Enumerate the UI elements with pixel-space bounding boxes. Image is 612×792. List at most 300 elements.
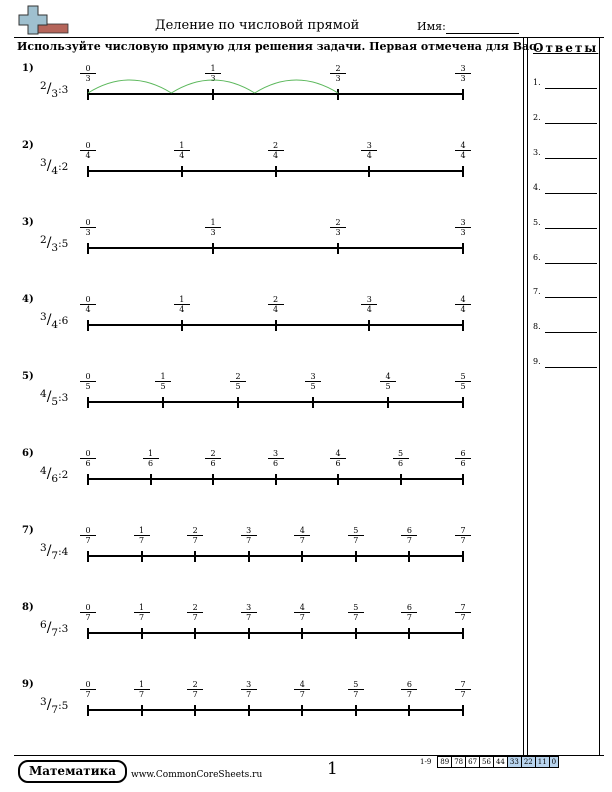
expr-denominator: 3 (51, 88, 59, 100)
number-line-tick (337, 474, 339, 485)
expr-divisor: :3 (58, 623, 69, 635)
tick-denominator: 7 (192, 536, 198, 545)
expr-numerator: 4 (40, 388, 47, 400)
tick-numerator: 0 (80, 218, 96, 228)
answer-field[interactable] (545, 228, 597, 229)
tick-denominator: 3 (85, 74, 91, 83)
tick-numerator: 1 (143, 449, 159, 459)
tick-fraction-label (361, 295, 377, 314)
tick-numerator: 3 (241, 680, 257, 690)
tick-numerator: 2 (205, 449, 221, 459)
expr-denominator: 7 (51, 627, 59, 639)
tick-denominator: 4 (179, 151, 185, 160)
tick-numerator: 1 (174, 295, 190, 305)
number-line-tick (408, 551, 410, 562)
number-line-tick (194, 551, 196, 562)
number-line-tick (141, 628, 143, 639)
number-line-tick (387, 397, 389, 408)
tick-numerator: 0 (80, 295, 96, 305)
tick-numerator: 0 (80, 449, 96, 459)
tick-numerator: 5 (393, 449, 409, 459)
tick-denominator: 6 (210, 459, 216, 468)
problem-expression (40, 311, 69, 331)
right-border (599, 37, 600, 755)
expr-denominator: 6 (51, 473, 59, 485)
tick-denominator: 7 (246, 536, 252, 545)
tick-numerator: 0 (80, 526, 96, 536)
score-cell: 89 (438, 757, 452, 768)
tick-fraction-label (143, 449, 159, 468)
tick-fraction-label (241, 603, 257, 622)
tick-denominator: 7 (246, 690, 252, 699)
tick-denominator: 3 (460, 74, 466, 83)
tick-numerator: 6 (401, 680, 417, 690)
expr-divisor: :5 (58, 238, 69, 250)
tick-denominator: 7 (406, 613, 412, 622)
tick-numerator: 0 (80, 680, 96, 690)
tick-numerator: 3 (455, 64, 471, 74)
score-range-label: 1-9 (420, 758, 432, 766)
tick-fraction-label (380, 372, 396, 391)
expr-denominator: 7 (51, 704, 59, 716)
tick-fraction-label (80, 295, 96, 314)
tick-denominator: 3 (210, 74, 216, 83)
number-line-tick (368, 320, 370, 331)
tick-fraction-label (230, 372, 246, 391)
answer-label: 7. (533, 287, 541, 297)
tick-numerator: 6 (401, 603, 417, 613)
number-line-tick (87, 243, 89, 254)
tick-numerator: 7 (455, 526, 471, 536)
tick-fraction-label (187, 526, 203, 545)
tick-fraction-label (455, 295, 471, 314)
answer-label: 1. (533, 78, 541, 87)
expr-divisor: :2 (58, 469, 69, 481)
expr-numerator: 4 (40, 465, 47, 477)
tick-denominator: 7 (460, 690, 466, 699)
tick-fraction-label (401, 526, 417, 545)
number-line-tick (212, 89, 214, 100)
tick-denominator: 3 (335, 74, 341, 83)
problem-number: 6) (22, 448, 34, 459)
expr-denominator: 4 (51, 165, 59, 177)
tick-denominator: 4 (460, 151, 466, 160)
score-cell: 11 (535, 757, 549, 768)
problem-number: 8) (22, 602, 34, 613)
tick-denominator: 7 (406, 690, 412, 699)
tick-fraction-label (205, 218, 221, 237)
tick-fraction-label (187, 680, 203, 699)
problem-number: 9) (22, 679, 34, 690)
tick-fraction-label (174, 141, 190, 160)
tick-numerator: 3 (268, 449, 284, 459)
tick-fraction-label (174, 295, 190, 314)
tick-numerator: 4 (294, 526, 310, 536)
worksheet-title: Деление по числовой прямой (155, 18, 360, 33)
number-line-tick (275, 474, 277, 485)
tick-fraction-label (80, 218, 96, 237)
answer-field[interactable] (545, 297, 597, 298)
tick-denominator: 5 (160, 382, 166, 391)
number-line-tick (408, 628, 410, 639)
tick-numerator: 4 (455, 295, 471, 305)
expr-slash: / (46, 543, 52, 559)
tick-denominator: 7 (299, 536, 305, 545)
subject-badge: Математика (18, 760, 127, 783)
number-line-tick (87, 551, 89, 562)
tick-numerator: 6 (401, 526, 417, 536)
tick-numerator: 0 (80, 372, 96, 382)
tick-denominator: 4 (85, 305, 91, 314)
tick-denominator: 7 (139, 613, 145, 622)
expr-denominator: 5 (51, 396, 59, 408)
expr-divisor: :4 (58, 546, 69, 558)
logo (16, 4, 70, 38)
tick-fraction-label (80, 603, 96, 622)
tick-fraction-label (348, 603, 364, 622)
number-line-tick (462, 474, 464, 485)
tick-denominator: 7 (406, 536, 412, 545)
tick-denominator: 7 (353, 536, 359, 545)
number-line-tick (141, 705, 143, 716)
tick-numerator: 3 (361, 295, 377, 305)
tick-denominator: 7 (192, 690, 198, 699)
score-cell: 33 (507, 757, 521, 768)
tick-denominator: 4 (272, 305, 279, 314)
score-cell: 22 (521, 757, 535, 768)
column-divider (523, 37, 524, 755)
tick-fraction-label (205, 449, 221, 468)
score-cell: 0 (549, 757, 558, 768)
tick-denominator: 4 (366, 305, 372, 314)
tick-fraction-label (361, 141, 377, 160)
tick-numerator: 7 (455, 603, 471, 613)
tick-fraction-label (294, 680, 310, 699)
tick-denominator: 7 (353, 690, 359, 699)
tick-denominator: 4 (85, 151, 91, 160)
number-line-tick (368, 166, 370, 177)
expr-slash: / (46, 697, 52, 713)
expr-slash: / (46, 620, 52, 636)
answer-field[interactable] (545, 123, 597, 124)
tick-numerator: 2 (187, 603, 203, 613)
number-line-tick (87, 628, 89, 639)
problem-number: 5) (22, 371, 34, 382)
tick-numerator: 4 (294, 680, 310, 690)
tick-numerator: 5 (348, 603, 364, 613)
number-line-tick (212, 243, 214, 254)
page-number: 1 (327, 759, 338, 779)
tick-fraction-label (401, 680, 417, 699)
tick-fraction-label (268, 141, 284, 160)
tick-fraction-label (455, 449, 471, 468)
tick-fraction-label (348, 680, 364, 699)
problem-number: 2) (22, 140, 34, 151)
number-line-tick (275, 166, 277, 177)
number-line-tick (462, 628, 464, 639)
tick-denominator: 5 (385, 382, 391, 391)
answers-title: Ответы (533, 41, 599, 55)
number-line-tick (248, 628, 250, 639)
tick-numerator: 5 (455, 372, 471, 382)
tick-fraction-label (134, 603, 150, 622)
score-cell: 67 (466, 757, 480, 768)
tick-denominator: 7 (299, 690, 305, 699)
expr-numerator: 2 (40, 234, 47, 246)
tick-numerator: 0 (80, 603, 96, 613)
number-line-tick (181, 320, 183, 331)
tick-fraction-label (455, 603, 471, 622)
tick-numerator: 3 (241, 526, 257, 536)
tick-numerator: 3 (305, 372, 321, 382)
number-line-tick (337, 243, 339, 254)
number-line-tick (301, 551, 303, 562)
number-line-tick (141, 551, 143, 562)
tick-fraction-label (134, 526, 150, 545)
tick-denominator: 7 (85, 613, 91, 622)
tick-fraction-label (294, 526, 310, 545)
answer-label: 2. (533, 112, 541, 122)
tick-denominator: 6 (397, 459, 404, 468)
tick-numerator: 0 (80, 64, 96, 74)
score-table (418, 756, 559, 768)
problem-number: 4) (22, 294, 34, 305)
tick-fraction-label (455, 218, 471, 237)
number-line-tick (355, 705, 357, 716)
tick-numerator: 2 (187, 680, 203, 690)
number-line-tick (400, 474, 402, 485)
tick-denominator: 6 (460, 459, 466, 468)
tick-fraction-label (330, 218, 346, 237)
number-line-tick (462, 89, 464, 100)
tick-fraction-label (80, 526, 96, 545)
tick-numerator: 2 (330, 218, 346, 228)
tick-numerator: 3 (455, 218, 471, 228)
number-line-tick (87, 474, 89, 485)
tick-numerator: 2 (187, 526, 203, 536)
tick-denominator: 3 (335, 228, 341, 237)
expr-numerator: 3 (40, 542, 47, 554)
expr-numerator: 3 (40, 696, 47, 708)
number-line-tick (337, 89, 339, 100)
answer-field[interactable] (545, 332, 597, 333)
tick-fraction-label (80, 449, 96, 468)
tick-denominator: 7 (460, 613, 466, 622)
tick-denominator: 3 (85, 228, 91, 237)
answer-label: 4. (533, 182, 541, 192)
answer-label: 3. (533, 147, 541, 157)
tick-numerator: 5 (348, 680, 364, 690)
tick-numerator: 5 (348, 526, 364, 536)
number-line-tick (87, 705, 89, 716)
tick-fraction-label (455, 64, 471, 83)
tick-denominator: 7 (85, 536, 91, 545)
answer-field[interactable] (545, 263, 597, 264)
expr-denominator: 7 (51, 550, 59, 562)
problem-number: 3) (22, 217, 34, 228)
tick-denominator: 4 (179, 305, 185, 314)
tick-denominator: 5 (460, 382, 466, 391)
tick-denominator: 7 (139, 536, 145, 545)
tick-denominator: 6 (85, 459, 91, 468)
tick-denominator: 4 (460, 305, 466, 314)
score-cell: 78 (452, 757, 466, 768)
tick-denominator: 7 (192, 613, 198, 622)
problem-expression (40, 542, 69, 562)
problem-expression (40, 388, 69, 408)
answer-label: 8. (533, 322, 541, 332)
expr-divisor: :3 (58, 392, 69, 404)
number-line-tick (462, 551, 464, 562)
expr-divisor: :6 (58, 315, 69, 327)
number-line-tick (194, 705, 196, 716)
tick-fraction-label (455, 680, 471, 699)
number-line-tick (194, 628, 196, 639)
number-line-tick (301, 705, 303, 716)
tick-fraction-label (330, 449, 346, 468)
expr-slash: / (46, 312, 52, 328)
tick-fraction-label (455, 141, 471, 160)
tick-denominator: 6 (272, 459, 279, 468)
answer-label: 9. (533, 357, 541, 367)
tick-numerator: 3 (241, 603, 257, 613)
number-line (88, 401, 464, 403)
number-line-tick (312, 397, 314, 408)
number-line-tick (462, 320, 464, 331)
tick-fraction-label (80, 680, 96, 699)
tick-fraction-label (155, 372, 171, 391)
tick-denominator: 6 (335, 459, 341, 468)
tick-denominator: 7 (299, 613, 305, 622)
tick-fraction-label (134, 680, 150, 699)
expr-divisor: :5 (58, 700, 69, 712)
column-divider-inner (527, 37, 528, 755)
number-line (88, 247, 464, 249)
tick-denominator: 7 (246, 613, 252, 622)
tick-denominator: 5 (235, 382, 241, 391)
number-line-tick (462, 397, 464, 408)
number-line-tick (355, 628, 357, 639)
expr-denominator: 4 (51, 319, 59, 331)
instructions: Используйте числовую прямую для решения задачи. Первая отмечена для Вас. (17, 40, 540, 53)
number-line-tick (462, 243, 464, 254)
tick-numerator: 1 (155, 372, 171, 382)
expr-numerator: 2 (40, 80, 47, 92)
tick-numerator: 4 (455, 141, 471, 151)
answer-label: 6. (533, 252, 541, 262)
problem-number: 1) (22, 63, 34, 74)
tick-fraction-label (348, 526, 364, 545)
footer-url: www.CommonCoreSheets.ru (131, 770, 263, 780)
tick-denominator: 4 (366, 151, 372, 160)
tick-fraction-label (187, 603, 203, 622)
tick-denominator: 7 (460, 536, 466, 545)
problem-expression (40, 234, 69, 254)
answer-field[interactable] (545, 158, 597, 159)
number-line-tick (462, 166, 464, 177)
tick-fraction-label (80, 372, 96, 391)
expr-slash: / (46, 81, 52, 97)
expr-denominator: 3 (51, 242, 59, 254)
tick-fraction-label (455, 526, 471, 545)
number-line-tick (355, 551, 357, 562)
number-line-tick (275, 320, 277, 331)
number-line-tick (248, 551, 250, 562)
tick-denominator: 7 (353, 613, 359, 622)
jump-arc (88, 80, 171, 93)
problem-expression (40, 157, 69, 177)
tick-numerator: 7 (455, 680, 471, 690)
tick-fraction-label (294, 603, 310, 622)
expr-numerator: 3 (40, 311, 47, 323)
tick-denominator: 6 (147, 459, 154, 468)
answer-field[interactable] (545, 367, 597, 368)
tick-numerator: 4 (330, 449, 346, 459)
number-line-tick (150, 474, 152, 485)
tick-fraction-label (455, 372, 471, 391)
tick-fraction-label (205, 64, 221, 83)
number-line-tick (212, 474, 214, 485)
answer-field[interactable] (545, 193, 597, 194)
answer-label: 5. (533, 217, 541, 227)
tick-numerator: 2 (330, 64, 346, 74)
tick-fraction-label (241, 526, 257, 545)
expr-slash: / (46, 466, 52, 482)
jump-arc (255, 80, 338, 93)
tick-numerator: 4 (294, 603, 310, 613)
tick-fraction-label (268, 449, 284, 468)
tick-denominator: 5 (85, 382, 91, 391)
number-line-tick (87, 397, 89, 408)
number-line-tick (87, 89, 89, 100)
top-divider (14, 37, 604, 38)
name-field[interactable] (446, 33, 519, 34)
tick-fraction-label (401, 603, 417, 622)
tick-numerator: 0 (80, 141, 96, 151)
tick-fraction-label (241, 680, 257, 699)
tick-fraction-label (330, 64, 346, 83)
tick-numerator: 1 (205, 218, 221, 228)
tick-fraction-label (80, 141, 96, 160)
expr-divisor: :2 (58, 161, 69, 173)
answer-field[interactable] (545, 88, 597, 89)
number-line-tick (87, 320, 89, 331)
tick-numerator: 1 (134, 526, 150, 536)
tick-numerator: 1 (134, 603, 150, 613)
expr-slash: / (46, 389, 52, 405)
number-line-tick (237, 397, 239, 408)
problem-expression (40, 696, 69, 716)
tick-fraction-label (393, 449, 409, 468)
tick-denominator: 7 (85, 690, 91, 699)
expr-numerator: 6 (40, 619, 47, 631)
tick-denominator: 5 (310, 382, 316, 391)
number-line-tick (301, 628, 303, 639)
tick-fraction-label (268, 295, 284, 314)
tick-numerator: 3 (361, 141, 377, 151)
tick-numerator: 1 (205, 64, 221, 74)
tick-numerator: 1 (134, 680, 150, 690)
tick-denominator: 7 (139, 690, 145, 699)
tick-denominator: 3 (210, 228, 216, 237)
number-line-tick (462, 705, 464, 716)
tick-numerator: 2 (230, 372, 246, 382)
problem-expression (40, 80, 69, 100)
expr-divisor: :3 (58, 84, 69, 96)
number-line-tick (162, 397, 164, 408)
number-line-tick (181, 166, 183, 177)
name-label: Имя: (417, 20, 446, 33)
